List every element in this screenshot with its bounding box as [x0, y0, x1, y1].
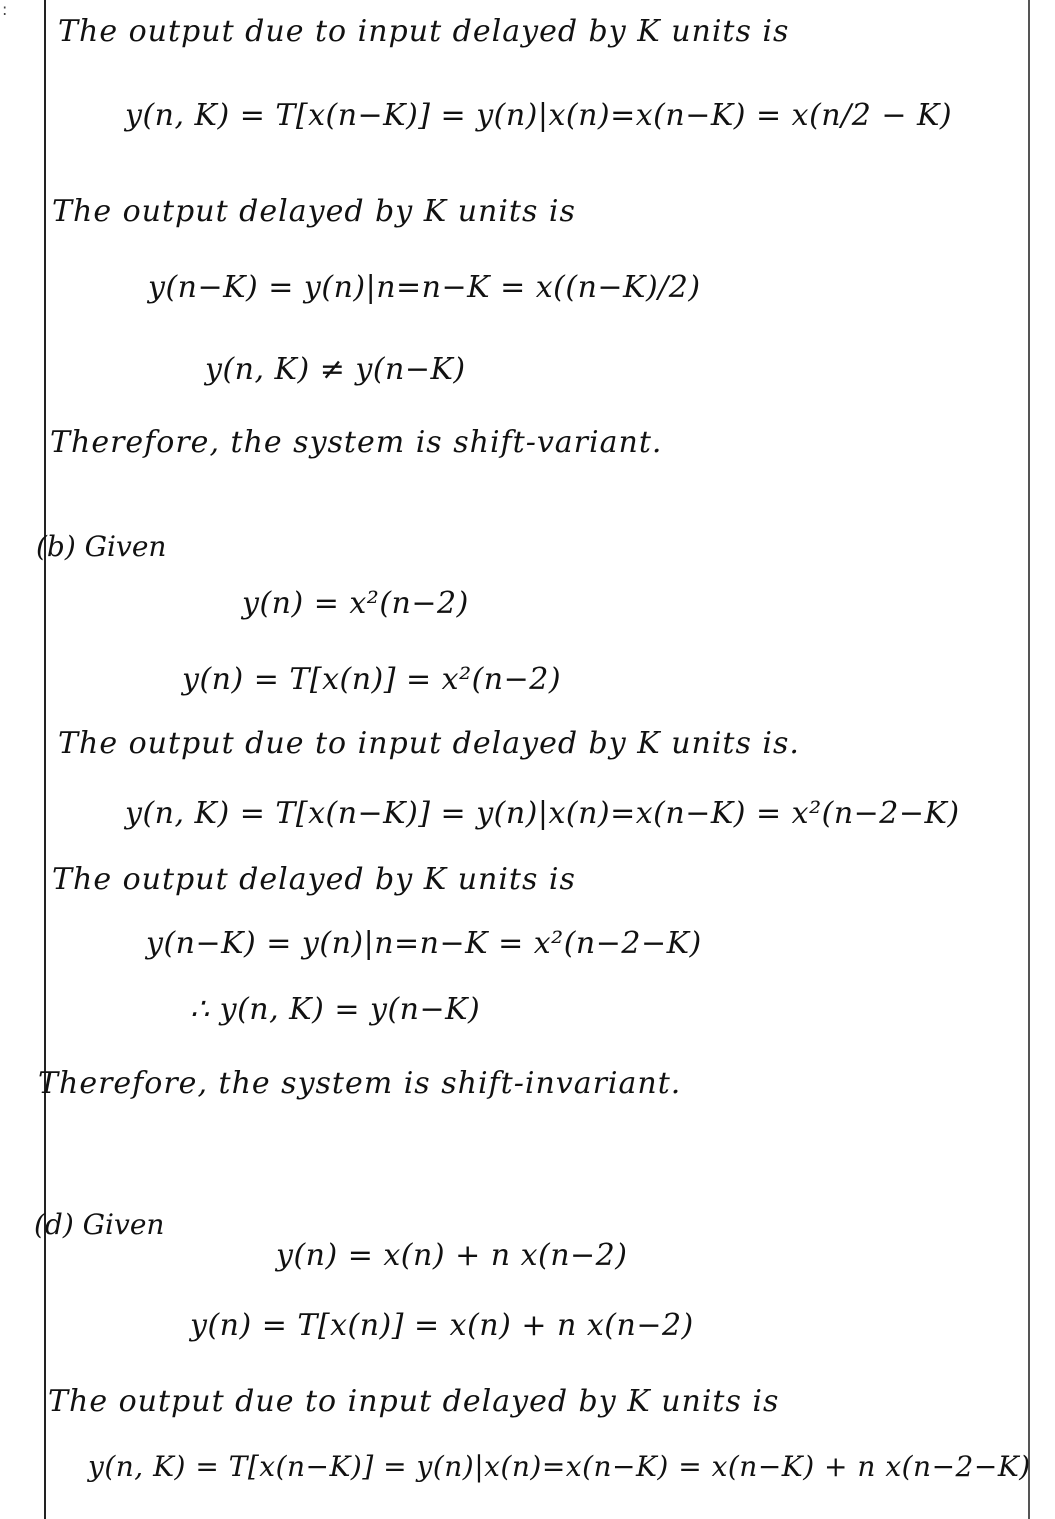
equation-line: y(n, K) = T[x(n−K)] = y(n)|x(n)=x(n−K) = x(n/2 − K)	[125, 98, 953, 133]
part-label: (d) Given	[34, 1208, 165, 1241]
equation-line: y(n, K) = T[x(n−K)] = y(n)|x(n)=x(n−K) = x²(n−2−K)	[125, 796, 960, 831]
equation-line: ∴ y(n, K) = y(n−K)	[190, 992, 481, 1027]
text-line: The output due to input delayed by K units is	[48, 1384, 780, 1419]
equation-line: y(n, K) ≠ y(n−K)	[205, 352, 466, 387]
part-label: (b) Given	[36, 530, 167, 563]
equation-line: y(n) = T[x(n)] = x(n) + n x(n−2)	[190, 1308, 694, 1343]
left-margin-rule	[44, 0, 46, 1519]
text-line: The output due to input delayed by K units is.	[58, 726, 800, 761]
equation-line: y(n−K) = y(n)|n=n−K = x((n−K)/2)	[148, 270, 701, 305]
text-line: The output delayed by K units is	[52, 862, 576, 897]
text-line: The output delayed by K units is	[52, 194, 576, 229]
text-line: Therefore, the system is shift-invariant.	[38, 1066, 682, 1101]
equation-line: y(n−K) = y(n)|n=n−K = x²(n−2−K)	[146, 926, 702, 961]
equation-line: y(n) = x²(n−2)	[242, 586, 469, 621]
right-margin-rule	[1028, 0, 1030, 1519]
equation-line: y(n) = T[x(n)] = x²(n−2)	[182, 662, 562, 697]
corner-mark: :	[2, 0, 8, 19]
equation-line: y(n, K) = T[x(n−K)] = y(n)|x(n)=x(n−K) = x(n−K) + n x(n−2−K)	[88, 1450, 1031, 1483]
text-line: The output due to input delayed by K units is	[58, 14, 790, 49]
text-line: Therefore, the system is shift-variant.	[50, 425, 663, 460]
equation-line: y(n) = x(n) + n x(n−2)	[276, 1238, 628, 1273]
